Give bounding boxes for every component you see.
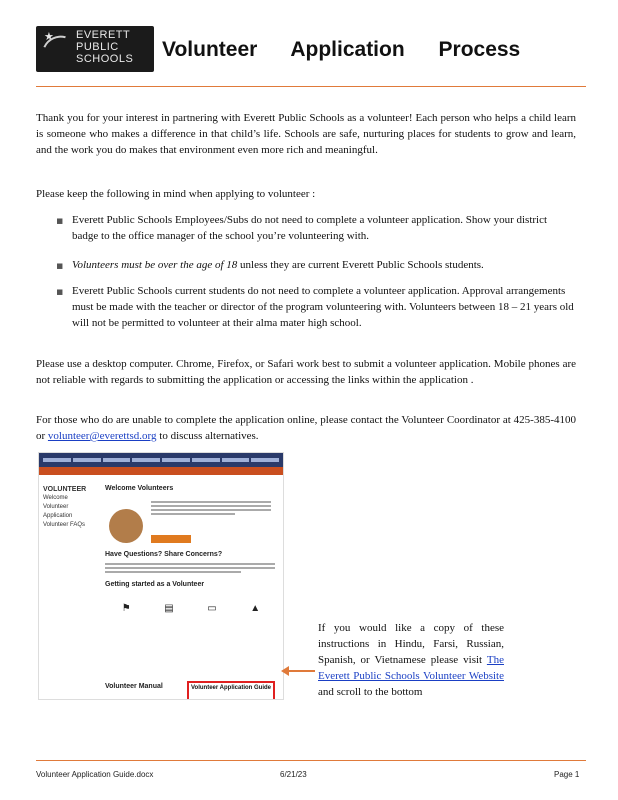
logo-line-3: SCHOOLS	[76, 53, 134, 65]
guide-highlight-box	[187, 681, 275, 700]
volunteer-photo	[109, 509, 143, 543]
translation-text: If you would like a copy of these instructions in Hindu, Farsi, Russian, Spanish, or Vietnamese please visit	[318, 622, 504, 666]
site-nav	[39, 453, 283, 467]
logo-line-1: EVERETT	[76, 29, 131, 41]
document-icon: ▭	[207, 603, 217, 614]
header-rule	[36, 86, 586, 87]
manual-heading: Volunteer Manual	[105, 683, 163, 690]
arrow-left-icon	[281, 666, 289, 676]
footer-rule	[36, 760, 586, 761]
bullet-icon: ▪	[56, 259, 64, 272]
bullet-employees: Everett Public Schools Employees/Subs do not need to complete a volunteer application. Show your district badge to the office manager of the school you’re volunteering with.	[72, 214, 548, 242]
page-title: Volunteer Application Process	[162, 38, 521, 61]
intro-paragraph: Thank you for your interest in partnering with Everett Public Schools as a volunteer! Each person who helps a child learn is someone who makes a difference in that child’s life. Schools are safe, nurturing places for students to grow and learn, and the work you do makes that environment even more rich and meaningful.	[36, 112, 576, 156]
guide-heading: Volunteer Application Guide	[191, 685, 272, 691]
person-icon: ⚑	[121, 603, 131, 614]
desktop-note: Please use a desktop computer. Chrome, Firefox, or Safari work best to submit a volunteer application. Mobile phones are not reliable with regards to submitting the application or accessing the links within the application .	[36, 358, 576, 386]
questions-text-lines	[105, 561, 275, 575]
steps-icons	[105, 603, 277, 615]
volunteer-website-link[interactable]: The Everett Public Schools Volunteer Website	[318, 654, 504, 682]
getting-started-heading: Getting started as a Volunteer	[105, 581, 205, 588]
bullet-icon: ▪	[56, 285, 64, 298]
star-icon: ★	[44, 30, 54, 43]
bullet-icon: ▪	[56, 214, 64, 227]
warning-icon: ▲	[250, 603, 261, 614]
apply-button	[151, 535, 191, 543]
keep-in-mind-text: Please keep the following in mind when applying to volunteer :	[36, 188, 316, 200]
welcome-heading: Welcome Volunteers	[105, 485, 174, 492]
sidebar-item: Volunteer Application	[43, 504, 73, 519]
site-breadcrumb	[39, 467, 283, 475]
site-main	[105, 485, 277, 691]
age-exception: unless they are current Everett Public Schools students.	[237, 259, 484, 271]
sidebar-item: Volunteer FAQs	[43, 522, 86, 528]
translation-after: and scroll to the bottom	[318, 686, 423, 698]
footer-page: Page 1	[554, 770, 580, 779]
contact-after: to discuss alternatives.	[156, 430, 259, 442]
translation-note	[318, 620, 504, 700]
contact-paragraph	[36, 412, 576, 444]
age-requirement: Volunteers must be over the age of 18	[72, 259, 238, 271]
footer-date: 6/21/23	[280, 770, 307, 779]
volunteer-email-link[interactable]: volunteer@everettsd.org	[47, 430, 157, 442]
bullet-age	[72, 257, 576, 273]
questions-heading: Have Questions? Share Concerns?	[105, 551, 223, 558]
site-sidebar	[43, 485, 97, 530]
bullet-students: Everett Public Schools current students do not need to complete a volunteer application. Approval arrangements must be made with the teacher or director of the program volunteering with. Volunteers between 18 – 21 years old will not be permitted to volunteer at their alma mater high school.	[72, 285, 574, 329]
contact-text: For those who do are unable to complete the application online, please contact the Volunteer Coordinator at 425-385-4100 or	[36, 414, 576, 442]
logo-line-2: PUBLIC	[76, 41, 119, 53]
district-logo	[36, 26, 154, 72]
welcome-text-lines	[151, 499, 271, 517]
sidebar-item: Welcome	[43, 495, 68, 501]
footer-filename: Volunteer Application Guide.docx	[36, 770, 154, 779]
sidebar-title: VOLUNTEER	[43, 486, 87, 493]
form-icon: ▤	[164, 603, 174, 614]
website-screenshot	[38, 452, 284, 700]
